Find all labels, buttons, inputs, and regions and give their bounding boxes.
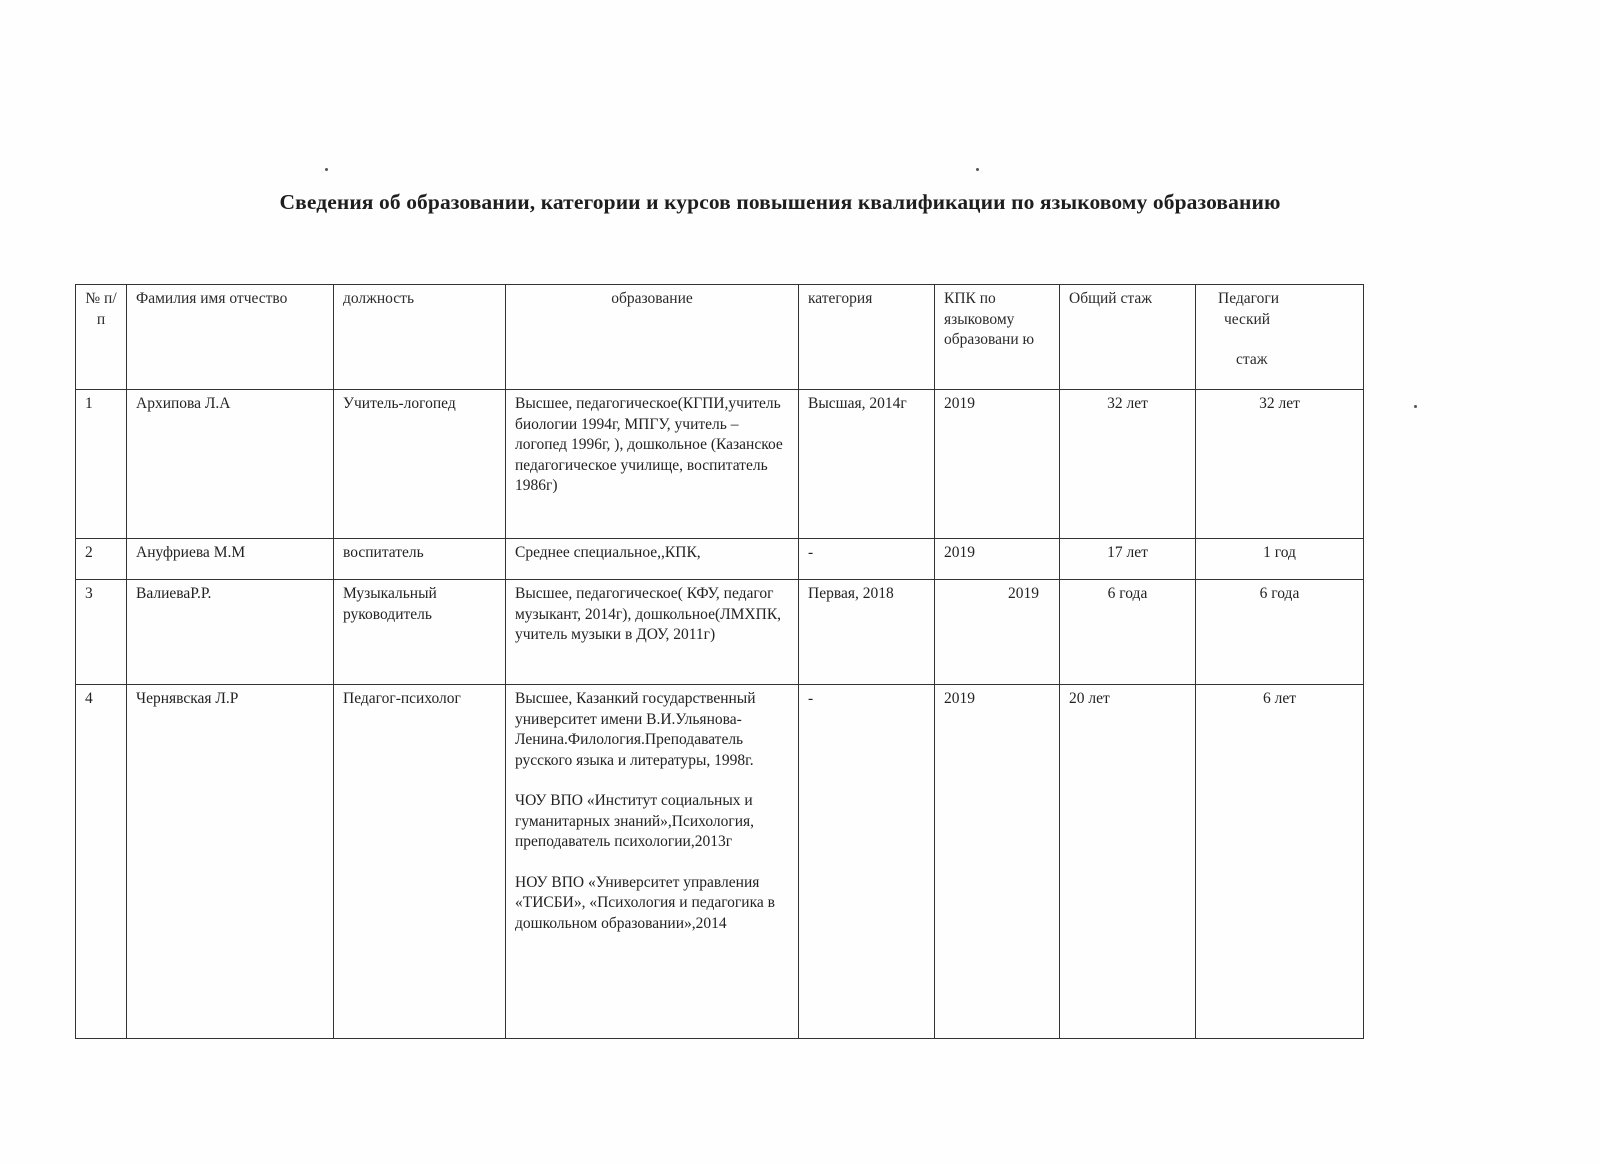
header-position: должность [334,285,506,390]
header-ped-exp: Педагоги ческий стаж [1196,285,1364,390]
cell-category: Первая, 2018 [799,580,935,685]
cell-total-exp: 17 лет [1060,539,1196,580]
cell-category: - [799,685,935,1039]
header-num: № п/п [76,285,127,390]
cell-ped-exp: 6 года [1196,580,1364,685]
cell-ped-exp: 32 лет [1196,390,1364,539]
cell-total-exp: 6 года [1060,580,1196,685]
cell-position: Педагог-психолог [334,685,506,1039]
table-header-row [76,285,1364,390]
header-total-exp: Общий стаж [1060,285,1196,390]
cell-education [506,390,799,539]
cell-num: 2 [76,539,127,580]
cell-name: Ануфриева М.М [127,539,334,580]
cell-category: Высшая, 2014г [799,390,935,539]
cell-kpk: 2019 [935,390,1060,539]
education-entry: Среднее специальное,,КПК, [515,544,701,561]
header-kpk: КПК по языковому образовани ю [935,285,1060,390]
cell-position: воспитатель [334,539,506,580]
education-entry: НОУ ВПО «Университет управления «ТИСБИ», «Психология и педагогика в дошкольном образовании»,2014 [515,873,775,932]
cell-total-exp: 32 лет [1060,390,1196,539]
cell-name: Архипова Л.А [127,390,334,539]
table-row [76,580,1364,685]
table-row [76,685,1364,1039]
cell-kpk: 2019 [935,685,1060,1039]
cell-kpk: 2019 [935,580,1060,685]
cell-num: 4 [76,685,127,1039]
cell-name: Чернявская Л.Р [127,685,334,1039]
cell-education [506,539,799,580]
cell-num: 1 [76,390,127,539]
cell-position: Учитель-логопед [334,390,506,539]
cell-name: ВалиеваР.Р. [127,580,334,685]
cell-ped-exp: 1 год [1196,539,1364,580]
education-entry: ЧОУ ВПО «Институт социальных и гуманитарных знаний»,Психология, преподаватель психологии,2013г [515,792,755,850]
header-name: Фамилия имя отчество [127,285,334,390]
cell-num: 3 [76,580,127,685]
scan-speck [1414,405,1417,408]
cell-education [506,685,799,1039]
cell-position: Музыкальный руководитель [334,580,506,685]
table-row [76,390,1364,539]
header-category: категория [799,285,935,390]
document-title: Сведения об образовании, категории и курсов повышения квалификации по языковому образованию [279,190,1281,214]
cell-ped-exp: 6 лет [1196,685,1364,1039]
cell-kpk: 2019 [935,539,1060,580]
education-entry: Высшее, педагогическое( КФУ, педагог музыкант, 2014г), дошкольное(ЛМХПК, учитель музыки в ДОУ, 2011г) [515,585,782,643]
scan-speck [976,168,979,171]
cell-total-exp: 20 лет [1060,685,1196,1039]
education-entry: Высшее, Казанкий государственный университет имени В.И.Ульянова-Ленина.Филология.Преподаватель русского языка и литературы, 1998г. [515,690,756,769]
cell-category: - [799,539,935,580]
table-row [76,539,1364,580]
scan-speck [325,168,328,171]
cell-education [506,580,799,685]
education-entry: Высшее, педагогическое(КГПИ,учитель биологии 1994г, МПГУ, учитель –логопед 1996г, ), дошкольное (Казанское педагогическое училище, воспитатель 1986г) [515,395,783,494]
education-table [75,284,1364,1039]
header-education: образование [506,285,799,390]
